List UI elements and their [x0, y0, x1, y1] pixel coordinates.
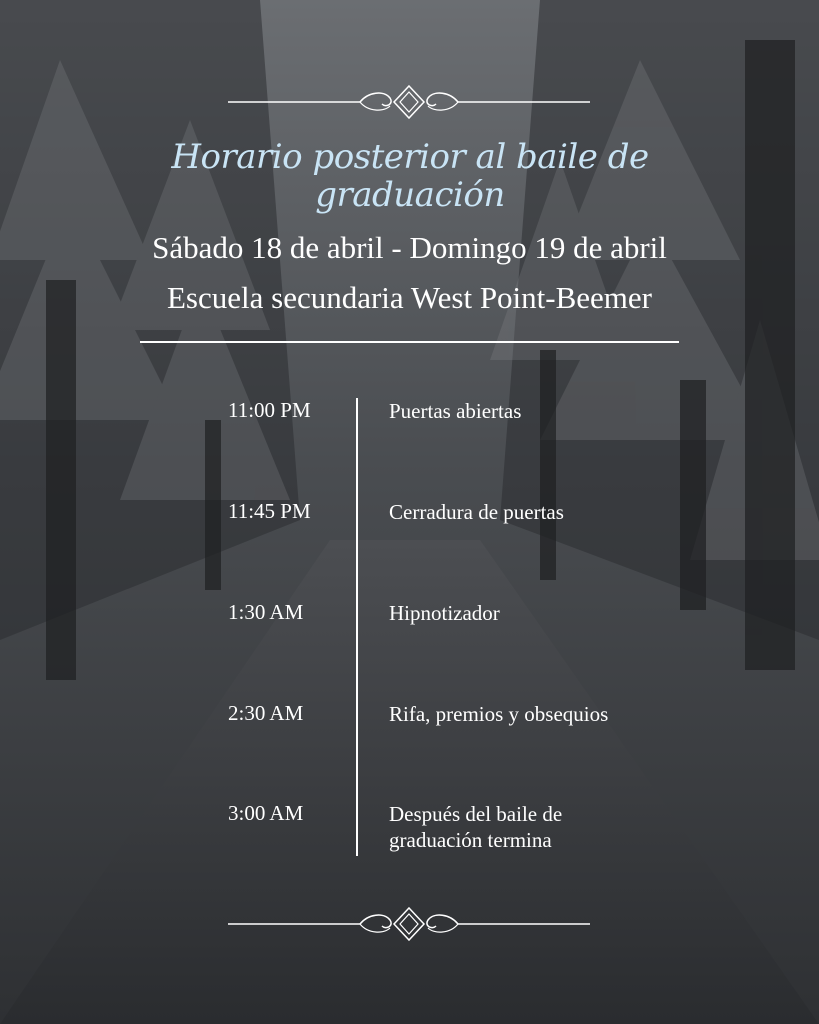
divider [140, 341, 679, 343]
ornament-bottom [228, 904, 590, 944]
schedule-event: Puertas abiertas [389, 399, 522, 423]
page-title: Horario posterior al baile de graduación [171, 137, 649, 215]
schedule-event: Hipnotizador [389, 601, 500, 625]
schedule-time: 11:00 PM [228, 398, 311, 422]
schedule-time: 3:00 AM [228, 801, 304, 825]
schedule-time: 2:30 AM [228, 701, 304, 725]
event-date: Sábado 18 de abril - Domingo 19 de abril [152, 230, 667, 265]
schedule-time: 1:30 AM [228, 600, 304, 624]
schedule-event: Después del baile de graduación termina [389, 802, 563, 852]
ornament-top [228, 82, 590, 122]
event-location: Escuela secundaria West Point-Beemer [166, 280, 652, 315]
schedule-time: 11:45 PM [228, 499, 311, 523]
timeline-line [356, 398, 358, 856]
schedule-event: Rifa, premios y obsequios [389, 702, 609, 726]
schedule-event: Cerradura de puertas [389, 500, 564, 524]
